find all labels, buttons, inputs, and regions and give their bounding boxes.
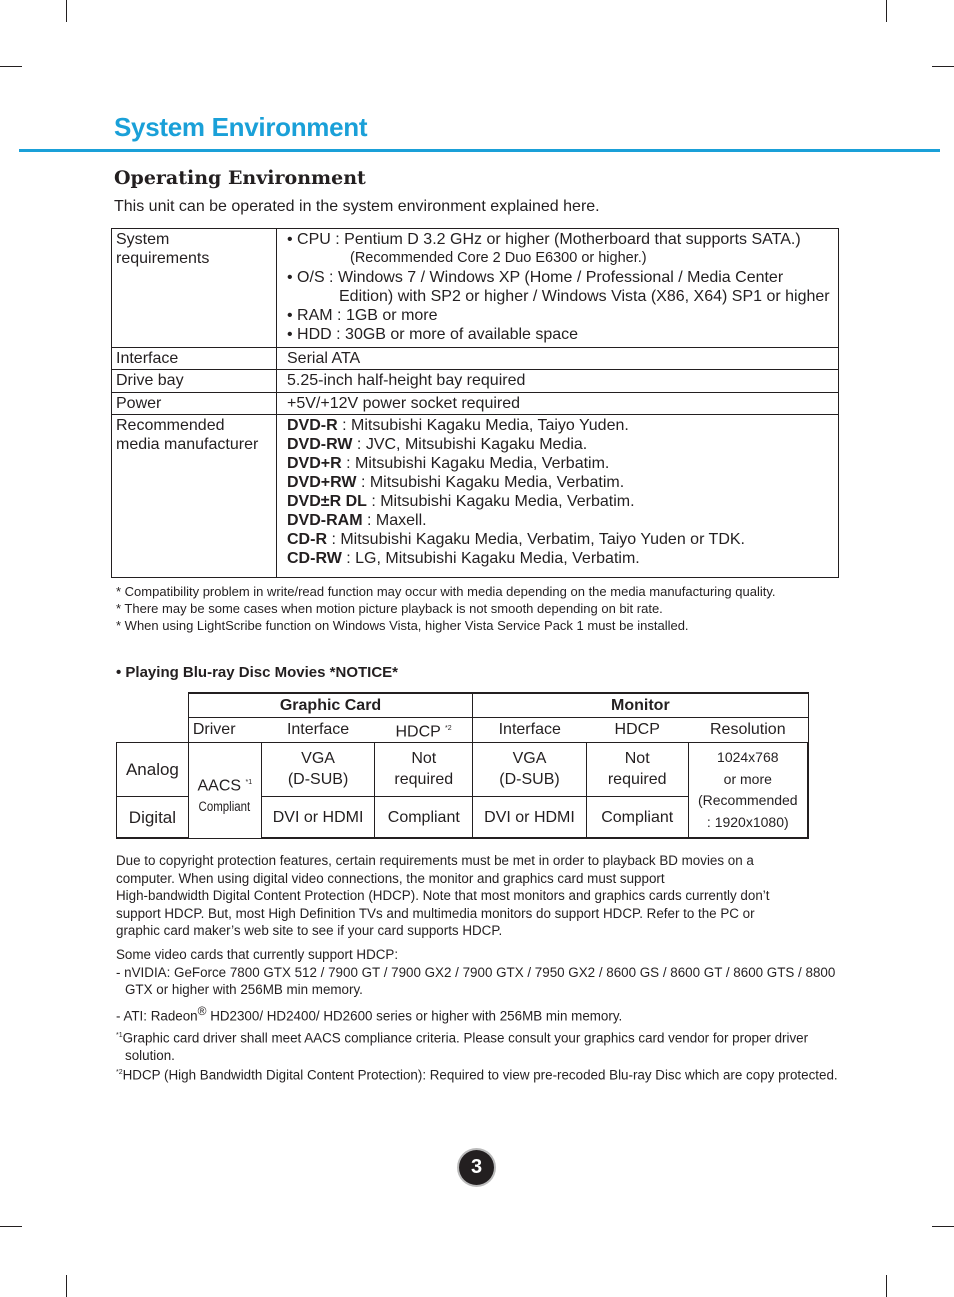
os-line-cont: Edition) with SP2 or higher / Windows Vista (X86, X64) SP1 or higher	[339, 288, 830, 305]
media-line: DVD-RW : JVC, Mitsubishi Kagaku Media.	[287, 436, 588, 453]
row-analog: Analog	[117, 742, 189, 796]
aacs-cell: AACS $^{*1}$ Compliant	[188, 742, 261, 838]
digital-interface: DVI or HDMI	[261, 796, 375, 838]
analog-hdcp: Not required	[375, 742, 473, 796]
media-line: DVD+R : Mitsubishi Kagaku Media, Verbatim.	[287, 455, 610, 472]
analog-interface: VGA (D-SUB)	[261, 742, 375, 796]
table-row	[112, 229, 839, 348]
row-value: +5V/+12V power socket required	[277, 393, 839, 415]
crop-mark	[0, 1226, 22, 1227]
table-row	[117, 742, 809, 796]
media-line: DVD-RAM : Maxell.	[287, 512, 427, 529]
row-value	[277, 229, 839, 348]
crop-mark	[886, 1275, 887, 1297]
system-table	[111, 228, 839, 578]
bluray-heading: • Playing Blu-ray Disc Movies *NOTICE*	[116, 664, 398, 681]
analog-mon-hdcp: Not required	[586, 742, 688, 796]
table-row	[117, 717, 809, 742]
media-line: DVD-R : Mitsubishi Kagaku Media, Taiyo Yuden.	[287, 417, 629, 434]
row-label	[112, 229, 277, 348]
video-cards-list	[116, 946, 838, 1024]
cpu-line: • CPU : Pentium D 3.2 GHz or higher (Motherboard that supports SATA.)	[287, 231, 801, 248]
table-row	[112, 370, 839, 393]
digital-hdcp: Compliant	[375, 796, 473, 838]
label-line: media manufacturer	[116, 436, 259, 453]
row-value: Serial ATA	[277, 348, 839, 370]
ram-line: • RAM : 1GB or more	[287, 307, 438, 324]
note: * There may be some cases when motion picture playback is not smooth depending on bit rate.	[116, 601, 663, 616]
resolution-cell: 1024x768 or more (Recommended : 1920x1080)	[688, 742, 808, 838]
notes	[116, 583, 846, 634]
ati-item: - ATI: Radeon® HD2300/ HD2400/ HD2600 series or higher with 256MB min memory.	[116, 1003, 623, 1023]
col-mon-interface: Interface	[473, 717, 587, 742]
crop-mark	[66, 1275, 67, 1297]
crop-mark	[932, 66, 954, 67]
label-line: requirements	[116, 250, 210, 267]
crop-mark	[886, 0, 887, 22]
label-line: Recommended	[116, 417, 225, 434]
crop-mark	[932, 1226, 954, 1227]
section-heading: Operating Environment	[114, 167, 366, 189]
paragraph-line: computer. When using digital video connections, the monitor and graphics card must support	[116, 870, 665, 886]
table-row	[112, 348, 839, 370]
row-label: Drive bay	[112, 370, 277, 393]
media-line: DVD+RW : Mitsubishi Kagaku Media, Verbatim.	[287, 474, 625, 491]
row-value	[277, 415, 839, 578]
os-line: • O/S : Windows 7 / Windows XP (Home / Professional / Media Center	[287, 269, 784, 286]
paragraph-line: graphic card maker’s web site to see if your card supports HDCP.	[116, 923, 503, 938]
corner-cell	[117, 693, 189, 742]
paragraph-line: support HDCP. But, most High Definition TVs and multimedia monitors do support HDCP. Refer to the PC or	[116, 905, 755, 921]
table-row	[117, 693, 809, 717]
intro-text: This unit can be operated in the system environment explained here.	[114, 198, 600, 215]
footnotes	[116, 1027, 838, 1084]
col-resolution: Resolution	[688, 717, 808, 742]
analog-mon-interface: VGA (D-SUB)	[473, 742, 587, 796]
col-mon-hdcp: HDCP	[586, 717, 688, 742]
col-hdcp: HDCP $^{*2}$	[375, 717, 473, 742]
row-label: Interface	[112, 348, 277, 370]
graphic-card-header: Graphic Card	[188, 693, 472, 717]
footnote-2: $^{*2}$HDCP (High Bandwidth Digital Content Protection): Required to view pre-recoded Blu-ray Disc which are copy protected.	[116, 1067, 838, 1083]
table-row	[112, 393, 839, 415]
hdd-line: • HDD : 30GB or more of available space	[287, 326, 579, 343]
row-value: 5.25-inch half-height bay required	[277, 370, 839, 393]
row-digital: Digital	[117, 796, 189, 838]
footnote-1: $^{*1}$Graphic card driver shall meet AACS compliance criteria. Please consult your graphics card vendor for proper driver solution.	[116, 1030, 809, 1063]
row-label	[112, 415, 277, 578]
cpu-recommend-line: (Recommended Core 2 Duo E6300 or higher.)	[350, 250, 647, 266]
media-line: CD-R : Mitsubishi Kagaku Media, Verbatim, Taiyo Yuden or TDK.	[287, 531, 745, 548]
media-line: DVD±R DL : Mitsubishi Kagaku Media, Verbatim.	[287, 493, 635, 510]
media-line: CD-RW : LG, Mitsubishi Kagaku Media, Verbatim.	[287, 550, 640, 567]
digital-mon-hdcp: Compliant	[586, 796, 688, 838]
note: * When using LightScribe function on Windows Vista, higher Vista Service Pack 1 must be installed.	[116, 618, 689, 633]
page-title: System Environment	[114, 112, 368, 142]
paragraph-line: Due to copyright protection features, certain requirements must be met in order to playback BD movies on a	[116, 853, 754, 868]
note: * Compatibility problem in write/read function may occur with media depending on the media manufacturing quality.	[116, 584, 776, 599]
col-interface: Interface	[261, 717, 375, 742]
row-label: Power	[112, 393, 277, 415]
crop-mark	[66, 0, 67, 22]
paragraph-line: High-bandwidth Digital Content Protection (HDCP). Note that most monitors and graphics cards currently don’t	[116, 888, 770, 903]
col-driver: Driver	[188, 717, 261, 742]
nvidia-item: - nVIDIA: GeForce 7800 GTX 512 / 7900 GT / 7900 GX2 / 7900 GTX / 7950 GX2 / 8600 GS / 8600 GT / 8600 GTS / 8800 GTX or higher with 256MB min memory.	[116, 964, 836, 997]
crop-mark	[0, 66, 22, 67]
page-number-badge: 3	[459, 1150, 494, 1185]
cards-intro: Some video cards that currently support HDCP:	[116, 947, 399, 962]
title-rule	[19, 149, 940, 152]
digital-mon-interface: DVI or HDMI	[473, 796, 587, 838]
label-line: System	[116, 231, 170, 248]
hdcp-paragraph	[116, 852, 838, 940]
bluray-table	[116, 692, 809, 839]
table-row	[112, 415, 839, 578]
monitor-header: Monitor	[473, 693, 808, 717]
